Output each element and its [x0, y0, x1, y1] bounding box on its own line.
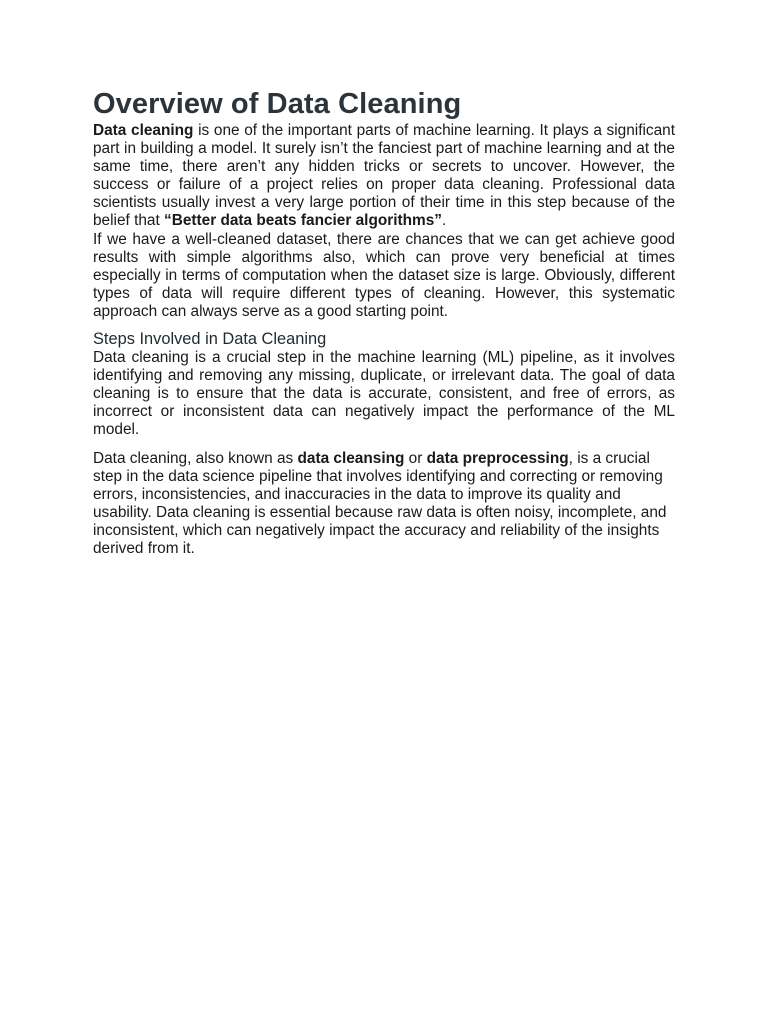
intro-paragraph-1 — [93, 122, 675, 231]
intro-paragraph-2: If we have a well-cleaned dataset, there are chances that we can get achieve good results with simple algorithms also, which can prove very beneficial at times especially in terms of computation when the dataset size is large. Obviously, different types of data will require different types of cleaning. However, this systematic approach can always serve as a good starting point. — [93, 230, 675, 320]
section-paragraph-2-rest: , is a crucial step in the data science pipeline that involves identifying and correcting or removing errors, inconsistencies, and inaccuracies in the data to improve its quality and usability. Data cleaning is essential because raw data is often noisy, incomplete, and inconsistent, which can negatively impact the accuracy and reliability of the insights derived from it. — [93, 449, 667, 557]
bold-term-data-cleansing: data cleansing — [297, 449, 405, 467]
section-paragraph-1: Data cleaning is a crucial step in the machine learning (ML) pipeline, as it involves identifying and removing any missing, duplicate, or irrelevant data. The goal of data cleaning is to ensure that the data is accurate, consistent, and free of errors, as incorrect or inconsistent data can negatively impact the performance of the ML model. — [93, 349, 675, 439]
section-heading: Steps Involved in Data Cleaning — [93, 330, 327, 349]
document-page — [93, 86, 675, 558]
section-paragraph-2 — [93, 450, 675, 559]
section-paragraph-2-lead: Data cleaning, also known as — [93, 449, 298, 467]
bold-term-data-preprocessing: data preprocessing — [426, 449, 569, 467]
section-paragraph-2-mid: or — [404, 449, 427, 467]
page-title: Overview of Data Cleaning — [93, 88, 462, 120]
intro-paragraph-1-end: . — [442, 212, 447, 230]
bold-quote: “Better data beats fancier algorithms” — [164, 212, 442, 230]
bold-term-data-cleaning: Data cleaning — [93, 122, 194, 139]
intro-paragraph-1-text: is one of the important parts of machine learning. It plays a significant part in building a model. It surely isn’t the fanciest part of machine learning and at the same time, there aren’t any hidden tricks or secrets to uncover. However, the success or failure of a project relies on proper data cleaning. Professional data scientists usually invest a very large portion of their time in this step because of the belief that — [93, 122, 675, 230]
